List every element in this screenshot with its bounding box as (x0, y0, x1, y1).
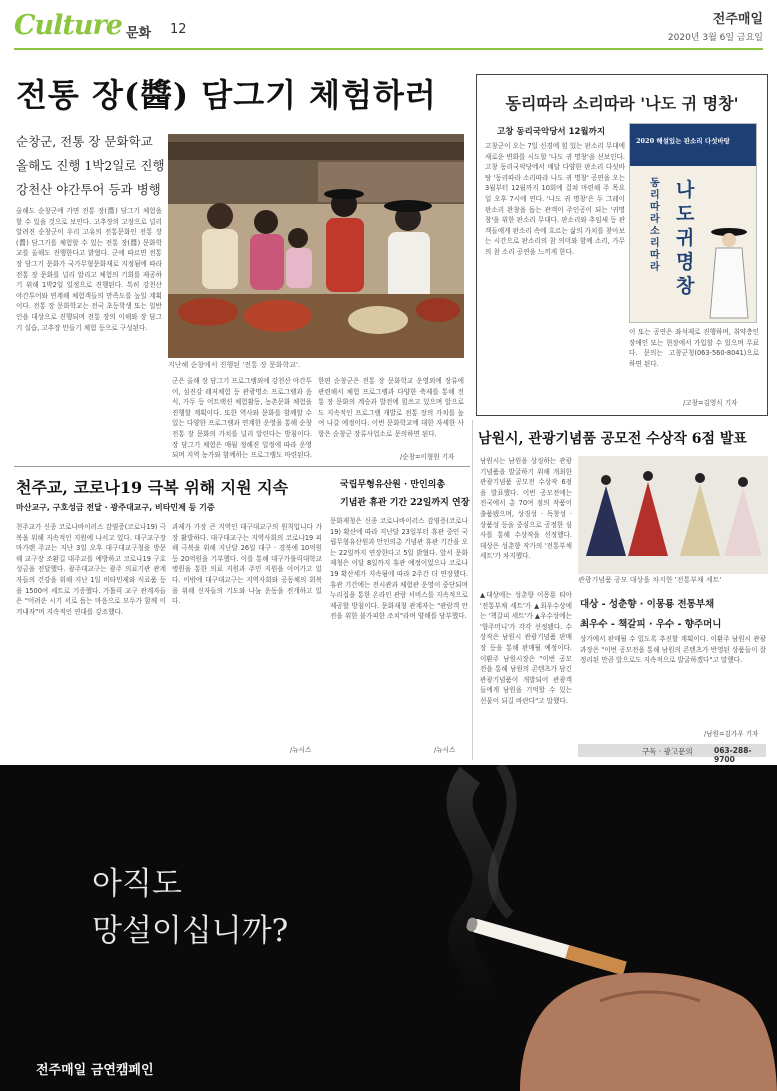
poster-column-2: 나도 귀 명창 (676, 179, 695, 297)
event-poster (629, 123, 757, 323)
poster-band (630, 124, 756, 166)
page-number: 12 (170, 22, 187, 37)
winner-other-prizes: 최우수 - 책갈피 · 우수 - 향주머니 (580, 619, 722, 630)
souvenir-photo (578, 456, 768, 574)
box-headline: 동리따라 소리따라 '나도 귀 명창' (505, 94, 739, 113)
poster-figure (706, 224, 752, 320)
winner-grand-prize: 대상 - 성춘향 · 이몽룡 전통부채 (580, 599, 715, 610)
article-namwon-headline: 남원시, 관광기념품 공모전 수상작 6점 발표 (478, 431, 747, 447)
lead-subtitles (16, 130, 166, 202)
box-body-2: 이 또는 공연은 좌석제로 진행하며, 취약층인 장애인 또는 현장에서 가입할 수 있으며 무료다. 문의는 고창군청(063-560-8041)으로 하면 된다. (629, 328, 759, 368)
divider-left (14, 466, 470, 467)
article-namwon-body-3: 상가에서 판매될 수 있도록 추진할 계획이다. 이환주 남원시 관광과장은 "이번 공모전을 통해 남원의 콘텐츠가 반영된 상품들이 잘 정리된 만큼 앞으로도 지속적으로 발굴하겠다"고 말했다. (580, 635, 766, 665)
article-heritage-headline-1: 국립무형유산원 · 만인의총 (340, 480, 446, 490)
lead-headline: 전통 장(醬) 담그기 체험하러 (16, 76, 437, 114)
poster-top-text: 2020 해설있는 판소리 다섯바탕 (636, 137, 730, 145)
header-rule (14, 48, 763, 50)
article-catholic-body-1: 천주교가 신종 코로나바이러스 감염증(코로나19) 극복을 위해 지속적인 지원에 나서고 있다. 대구교구장 마가렌 주교는 지난 3일 오후 대구대교구청을 방문해 교구장 조환길 대주교를 예방하고 코로나19 구호 성금을 전달했다. 광주대교구는 광주 의료기관 관계자들의 건강을 위해 지난 1일 비타민제와 식료품 등을 1500여 세트로 기증했다. 가톨릭 교구 관계자들은 "어려운 시기 서로 돕는 마음으로 모두가 함께 이겨내자"며 지속적인 연대를 강조했다. (16, 523, 166, 616)
lead-subtitle-3: 강천산 야간투어 등과 병행 (16, 182, 161, 197)
section-title-en: Culture (14, 10, 122, 41)
section-title-ko: 문화 (126, 26, 152, 41)
lead-photo-image (168, 134, 464, 358)
article-namwon-body-2: ▲대상에는 성춘향 이몽룡 티아 '전통부채 세트'가 ▲최우수상에는 '책갈피 세트'가 ▲우수상에는 '향주머니'가 각각 선정됐다. 수상작은 남원시 관광기념품 판매장 등을 통해 판매될 예정이다. 이환주 남원시장은 "이번 공모전을 통해 남원의 콘텐츠가 담긴 관광기념품이 개발되어 관광객들에게 남원을 기억할 수 있는 선물이 되길 바란다"고 말했다. (480, 591, 572, 705)
newspaper-name: 전주매일 (712, 12, 763, 27)
ad-question-line-1: 아직도 (92, 866, 182, 902)
ad-campaign-name: 전주매일 금연캠페인 (36, 1063, 154, 1078)
box-byline: /고창=김영식 기자 (683, 399, 738, 407)
article-heritage-byline: /뉴시스 (434, 746, 456, 754)
article-heritage-body: 문화재청은 신종 코로나바이러스 감염증(코로나19) 확산에 따라 지난달 23일부터 휴관 중인 국립무형유산원과 만인의총 기념관 휴관 기간을 오는 22일까지 연장한다고 5일 밝혔다. 앞서 문화재청은 이달 8일까지 휴관 예정이었으나 코로나19 확산세가 지속됨에 따라 2주간 더 연장했다. 휴관 기간에는 전시관과 체험관 운영이 중단되며 누리집을 통한 온라인 관람 서비스를 지속적으로 제공할 방침이다. 문화재청 관계자는 "관람객 안전을 위한 불가피한 조치"라며 양해를 당부했다. (330, 517, 468, 621)
lead-subtitle-2: 올해도 진행 1박2일로 진행 (16, 158, 165, 173)
page-header (0, 0, 777, 50)
no-smoking-ad (0, 765, 777, 1091)
article-namwon-byline: /남원=김가우 기자 (704, 730, 759, 738)
divider-vertical (472, 420, 473, 760)
souvenir-photo-caption: 관광기념품 공모 대상을 차지한 '전통부채 세트' (578, 576, 722, 584)
lead-body-2: 군은 올해 장 담그기 프로그램외에 강천산 야간투어, 섬진강 레저체험 등 관광명소 프로그램과 음식, 가두 등 어트랙션 체험활동, 농촌문화 체험을 진행할 계획이다. 또한 역사와 문화를 함께할 수 있는 다양한 프로그램과 연계한 운영을 통해 순창 전통 장 문화의 가치를 널리 알린다는 방침이다. 장 담그기 체험은 매월 정해진 일정에 따라 운영되며 지역 농가와 함께하는 프로그램도 마련된다. (172, 377, 312, 460)
lead-body-3: 한편 순창군은 전통 장 문화학교 운영외에 장류에 관련해서 체험 프로그램과 다양한 축제를 통해 전통 장 문화의 계승과 발전에 힘쓰고 있으며 앞으로도 지속적인 프로그램 개발로 전통 장의 가치를 높여 나갈 예정이다. 이번 문화학교에 대한 자세한 사항은 순창군 장류사업소로 문의하면 된다. (318, 377, 464, 438)
box-body-1: 고창군이 오는 7일 신경에 힘 있는 판소리 무대에 새로운 변화를 시도할 '나도 귀 명창'을 선보인다. 고창 동리국악당에서 매달 다양한 판소리 다섯바탕 '동리따라 소리따라 나도 귀 명창' 공연을 오는 3월부터 12월까지 10회에 걸쳐 마련해 주 목요일 오후 7시에 연다. '나도 귀 명창'은 두 그레이 판소리 완창을 돕는 관객이 주인공이 되는 '귀명창'을 위한 판소리 무대다. 판소리와 추임새 등 관객들에게 판소리 속에 흐르는 삶의 가치를 찾아보는 시간으로 판소리의 참 의미와 함께 소리, 가무의 참 소리 공연을 느끼게 한다. (485, 142, 625, 256)
box-subtitle: 고창 동리국악당서 12월까지 (497, 127, 606, 137)
article-heritage-headline-2: 기념관 휴관 기간 22일까지 연장 (340, 498, 470, 508)
contact-label: 구독 · 광고문의 (642, 747, 693, 756)
lead-photo (168, 134, 464, 358)
article-namwon-body-1: 남원시는 남원을 상징하는 관광기념품을 발굴하기 위해 개최한 관광기념품 공모전 수상작 6점을 발표했다. 이번 공모전에는 전국에서 총 70여 점의 작품이 출품됐으며, 상징성 · 독창성 · 상품성 등을 중심으로 공정한 심사를 통해 수상작을 선정했다. 대상은 성춘향 작가의 '전통부채 세트'가 차지했다. (480, 457, 572, 561)
lead-subtitle-1: 순창군, 전통 장 문화학교 (16, 134, 153, 149)
article-catholic-byline: /뉴시스 (290, 746, 312, 754)
feature-box-gochang (476, 74, 768, 416)
ad-question-line-2: 망설이십니까? (92, 913, 289, 949)
subscription-contact (578, 744, 766, 764)
article-catholic-body-2: 과제가 가장 큰 지역인 대구대교구의 원칙입니다 가장 활발하다. 대구대교구는 지역사회의 코로나19 피해 극복을 위해 지난달 26일 대구 · 경북에 10억원 등 20억원을 기부했다. 이를 통해 대구가톨릭대학교병원을 통한 의료 지원과 주민 지원을 이어가고 있다. 이밖에 대구대교구는 지역사회와 공동체의 회복을 위해 신자들의 기도와 나눔 운동을 전개하고 있다. (172, 523, 322, 606)
issue-date: 2020년 3월 6일 금요일 (667, 33, 763, 43)
poster-column-1: 동리따라 소리따라 (650, 178, 660, 273)
contact-phone: 063-288-9700 (714, 746, 752, 764)
lead-body-1: 올해도 순창군에 가면 전통 장(醬) 담그기 체험을 할 수 있을 것으로 보인다. 고추장의 고장으로 널리 알려진 순창군이 우리 고유의 전통문화인 전통 장(醬) 담그기를 체험할 수 있는 전통 장(醬) 문화학교를 올해도 진행한다고 밝혔다. 군에 따르면 전통 장 담그기 문화가 국가무형문화재로 지정됨에 따라 전통 장 문화를 널리 알리고 체험의 기회를 제공하기 위해 1박2일 일정으로 진행된다. 특히 강천산 야간투어와 연계해 체험객들의 만족도를 높일 계획이다. 전통 장 문화학교는 전국 초등학생 또는 일반인을 대상으로 진행되며 전통 장의 이해와 장 담그기 실습, 고추장 만들기 체험 등으로 구성된다. (16, 207, 162, 332)
article-catholic-headline: 천주교, 코로나19 극복 위해 지원 지속 (16, 478, 289, 497)
article-catholic-subtitle: 마산교구, 구호성금 전달 · 광주대교구, 비타민제 등 기증 (16, 503, 215, 512)
ad-question (92, 861, 288, 955)
fan-set-image (578, 456, 768, 574)
lead-photo-caption: 지난해 순창에서 진행된 '전통 장 문화학교'. (168, 361, 301, 369)
lead-byline: /순창=이형원 기자 (400, 453, 455, 461)
